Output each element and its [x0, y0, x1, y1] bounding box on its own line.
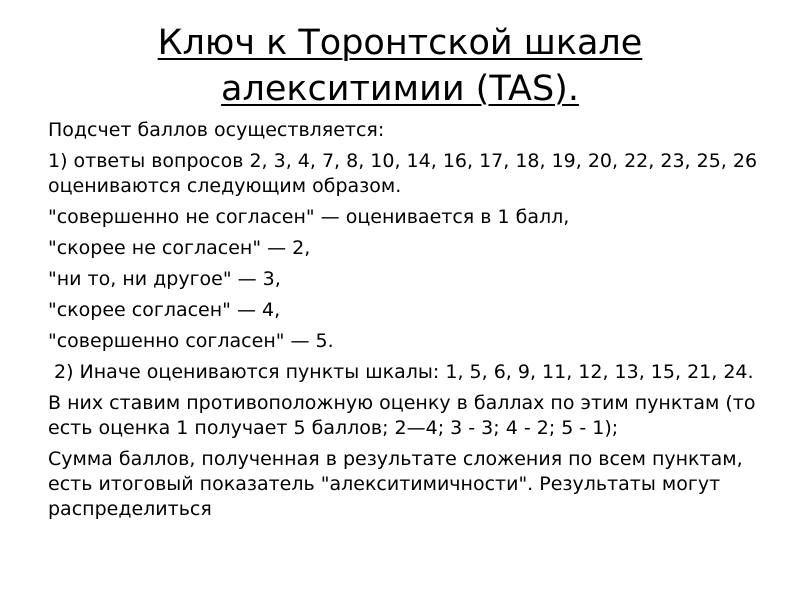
rule-2-items: 2) Иначе оцениваются пункты шкалы: 1, 5, 6, 9, 11, 12, 13, 15, 21, 24.	[54, 361, 754, 383]
scoring-intro: Подсчет баллов осуществляется:	[48, 119, 385, 141]
scale-option-5: "совершенно согласен" — 5.	[48, 330, 334, 352]
rule-1-items: 1) ответы вопросов 2, 3, 4, 7, 8, 10, 14, 16, 17, 18, 19, 20, 22, 23, 25, 26 оцениваются следующим образом.	[48, 150, 758, 197]
slide-title-line-2: алекситимии (TAS).	[221, 69, 579, 109]
scale-option-3: "ни то, ни другое" — 3,	[48, 268, 281, 290]
reverse-scoring-note: В них ставим противоположную оценку в баллах по этим пунктам (то есть оценка 1 получает 5 баллов; 2—4; 3 - 3; 4 - 2; 5 - 1);	[48, 392, 756, 439]
slide-title-line-1: Ключ к Торонтской шкале	[157, 23, 643, 63]
scale-option-1: "совершенно не согласен" — оценивается в 1 балл,	[48, 206, 570, 228]
scale-option-4: "скорее согласен" — 4,	[48, 299, 281, 321]
total-score-note: Сумма баллов, полученная в результате сложения по всем пунктам, есть итоговый показатель "алекситимичности". Результаты могут распределиться	[48, 448, 743, 520]
slide-body	[48, 118, 768, 528]
slide-title	[0, 20, 800, 112]
scale-option-2: "скорее не согласен" — 2,	[48, 237, 311, 259]
